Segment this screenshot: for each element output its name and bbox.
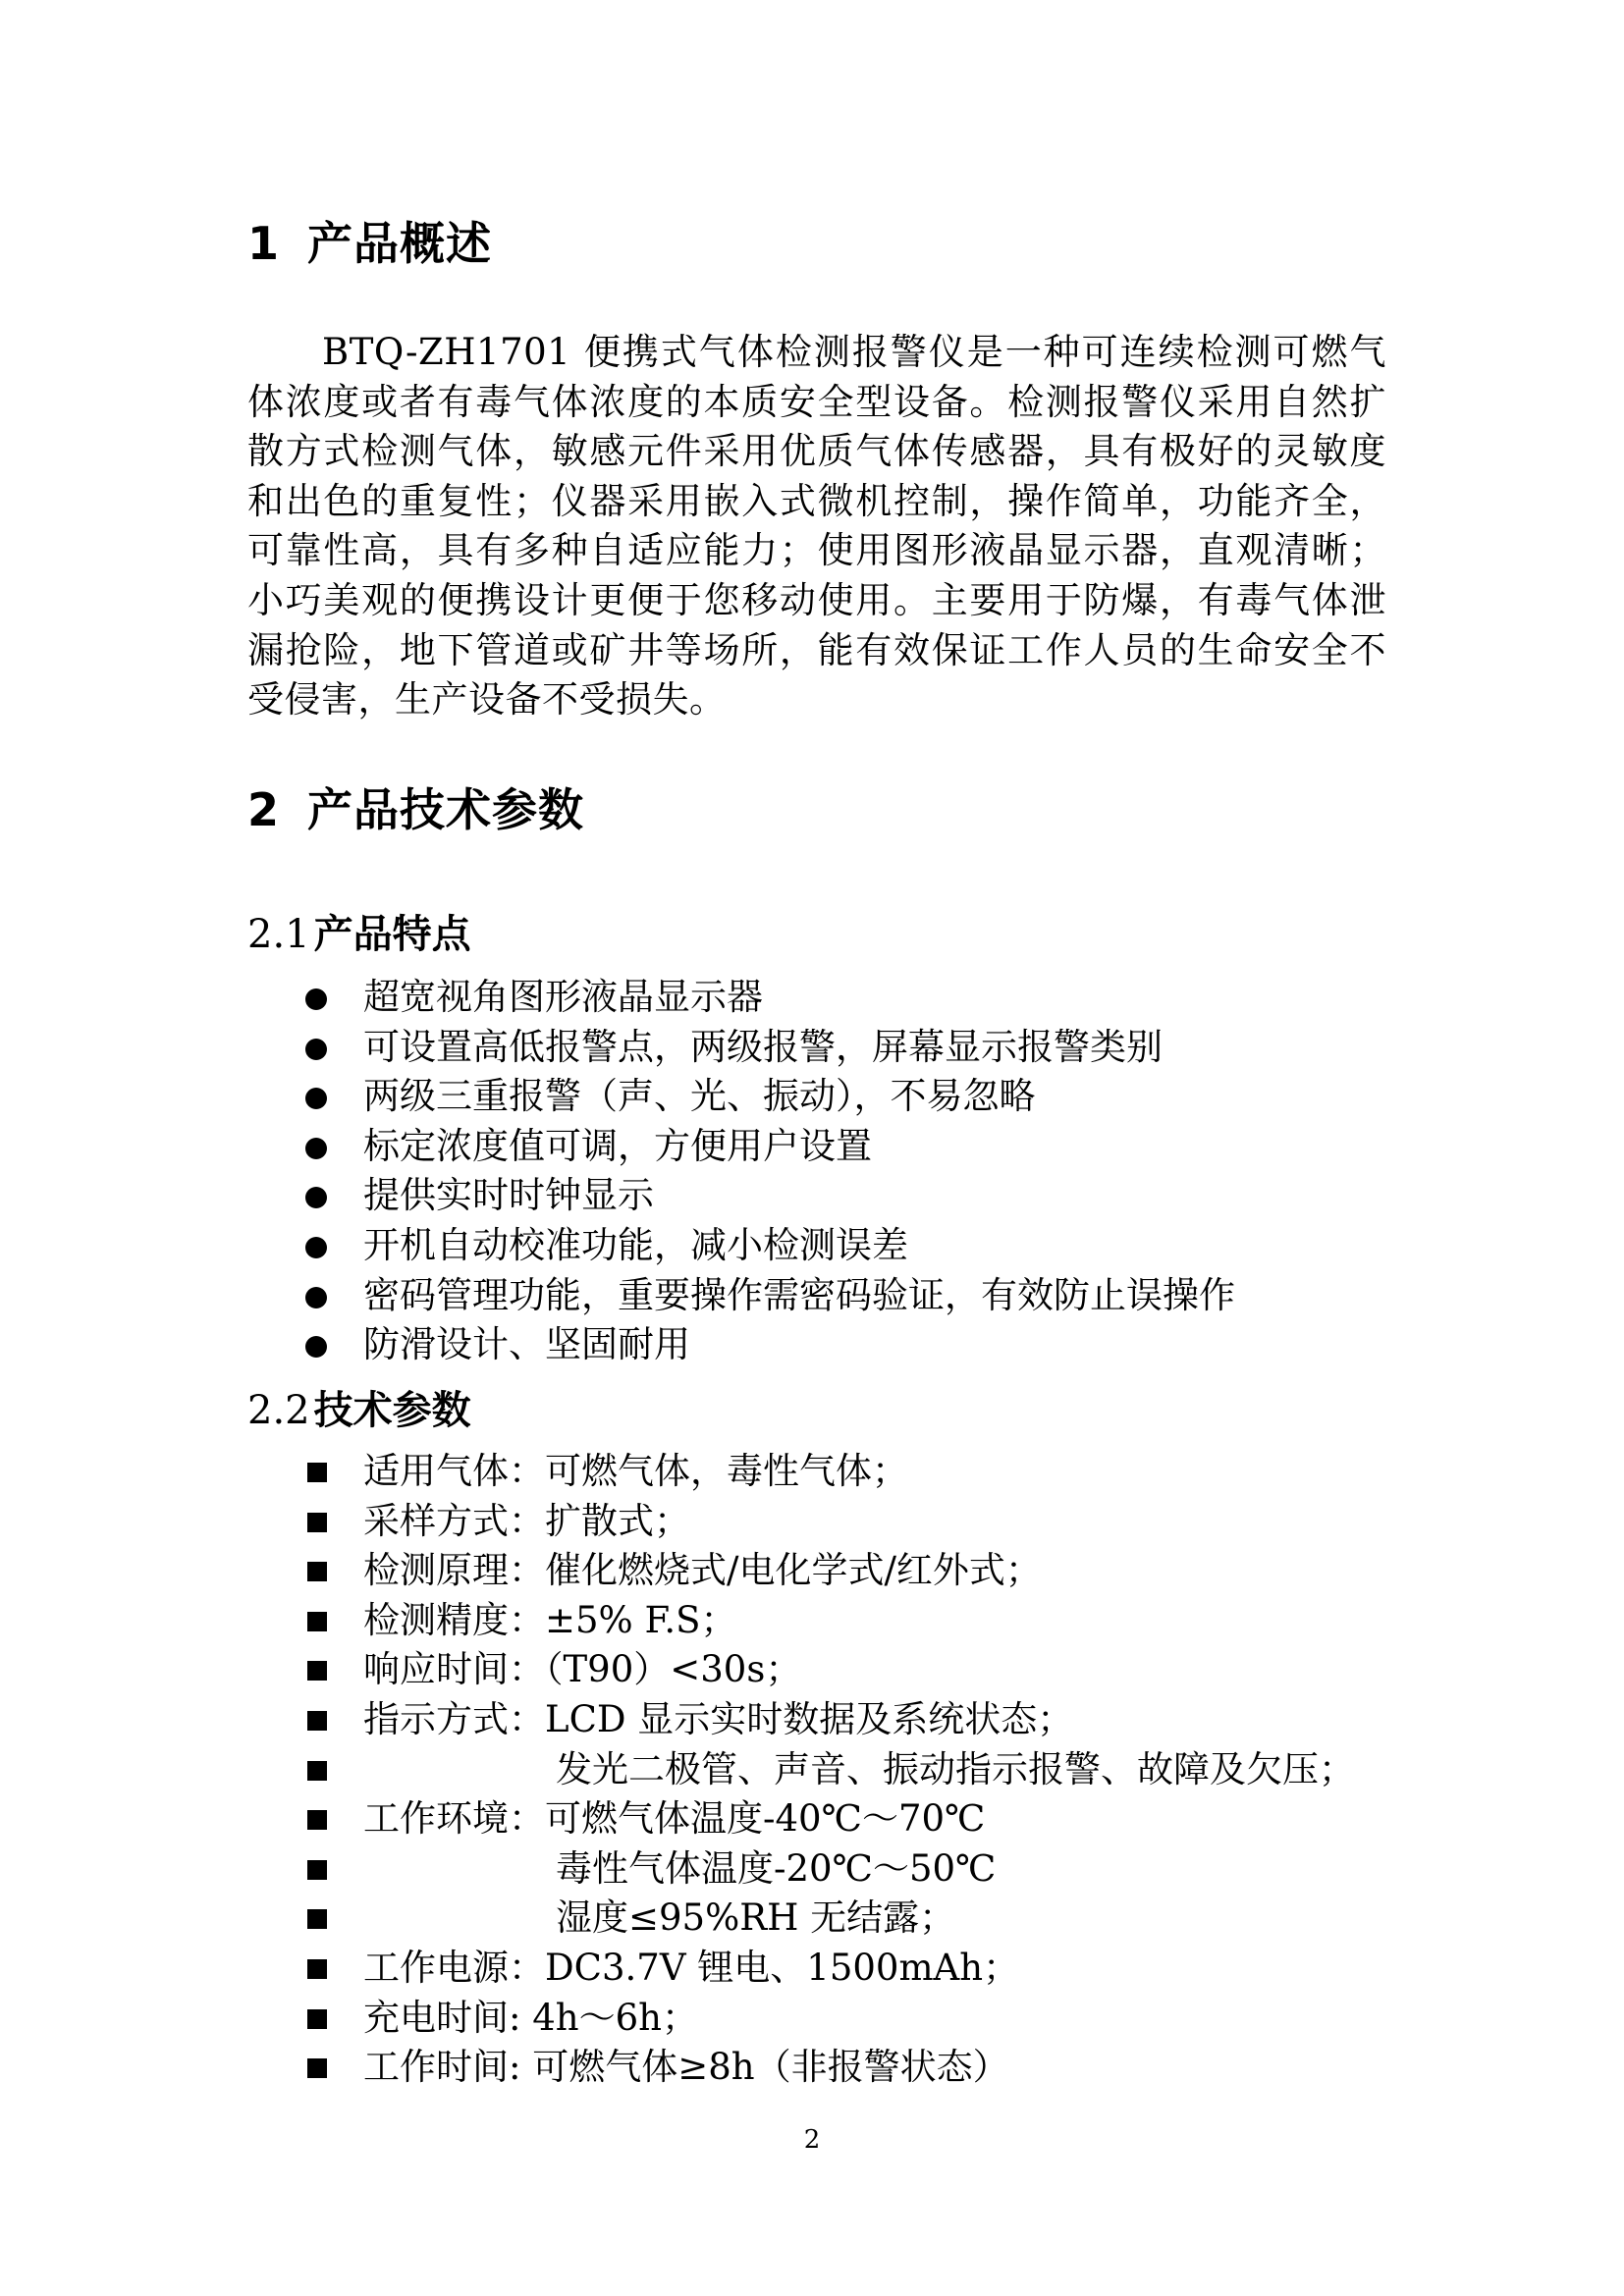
bullet-square-icon — [302, 2043, 330, 2093]
document-page: 1 产品概述 BTQ-ZH1701 便携式气体检测报警仪是一种可连续检测可燃气体浓度或者有毒气体浓度的本质安全型设备。检测报警仪采用自然扩散方式检测气体，敏感元件采用优质气体传感器，具有极好的灵敏度和出色的重复性；仪器采用嵌入式微机控制，操作简单，功能齐全，可靠性高，具有多种自适应能力；使用图形液晶显示器，直观清晰；小巧美观的便携设计更便于您移动使用。主要用于防爆，有毒气体泄漏抢险，地下管道或矿井等场所，能有效保证工作人员的生命安全不受侵害，生产设备不受损失。 2 产品技术参数 2.1 产品特点 超宽视角图形液晶显示器 可设置高低报警点，两级报警，屏幕显示报警类别 两级三重报警（声、光、振动），不易忽略 标定浓度值可调，方便用户设置 提供实时时钟显示 开机自动校准功能，减小检测误差 密码管理功能，重要操作需密码验证，有效防止误操作 防滑设计、坚固耐用 2.2 技术参数 适用气体：可燃气体，毒性气体； 采样方式：扩散式； 检测原理：催化燃烧式/电化学式/红外式； 检测精度：±5% F.S； 响应时间：（T90）<30s； 指示方式：LCD 显示实时数据及系统状态； 发光二极管、声音、振动指示报警、故障及欠压； 工作环境：可燃气体温度-40℃～70℃ 毒性气体温度-20℃～50℃ 湿度≤95%RH 无结露； 工作电源：DC3.7V 锂电、1500mAh； 充电时间: 4h～6h； 工作时间: 可燃气体≥8h（非报警状态） 2 — [0, 0, 1624, 2296]
page-number: 2 — [803, 2125, 821, 2155]
bullet-dot-icon — [302, 1023, 330, 1073]
subsection-title: 技术参数 — [313, 1388, 471, 1433]
section-title: 产品概述 — [307, 217, 493, 270]
bullet-square-icon — [302, 1645, 330, 1695]
section-title: 产品技术参数 — [307, 783, 585, 836]
section-number: 1 — [247, 217, 281, 270]
subsection-number: 2.2 — [247, 1388, 310, 1433]
section-2-1-heading — [247, 909, 471, 960]
bullet-dot-icon — [302, 1320, 330, 1370]
bullet-square-icon — [302, 1447, 330, 1497]
section-2-heading — [247, 780, 584, 839]
bullet-dot-icon — [302, 1271, 330, 1321]
bullet-square-icon — [302, 1695, 330, 1745]
bullet-square-icon — [302, 1546, 330, 1596]
bullet-dot-icon — [302, 1221, 330, 1271]
bullet-square-icon — [302, 1994, 330, 2044]
subsection-number: 2.1 — [247, 912, 310, 957]
bullet-dot-icon — [302, 1122, 330, 1172]
bullet-square-icon — [302, 1944, 330, 1994]
bullet-square-icon — [302, 1745, 330, 1795]
bullet-square-icon — [302, 1894, 330, 1944]
overview-paragraph: BTQ-ZH1701 便携式气体检测报警仪是一种可连续检测可燃气体浓度或者有毒气体浓度的本质安全型设备。检测报警仪采用自然扩散方式检测气体，敏感元件采用优质气体传感器，具有极好的灵敏度和出色的重复性；仪器采用嵌入式微机控制，操作简单，功能齐全，可靠性高，具有多种自适应能力；使用图形液晶显示器，直观清晰；小巧美观的便携设计更便于您移动使用。主要用于防爆，有毒气体泄漏抢险，地下管道或矿井等场所，能有效保证工作人员的生命安全不受侵害，生产设备不受损失。 — [247, 331, 1386, 721]
bullet-dot-icon — [302, 1072, 330, 1122]
section-2-2-heading — [247, 1385, 471, 1436]
subsection-title: 产品特点 — [313, 912, 471, 957]
section-1-heading — [247, 214, 492, 273]
bullet-square-icon — [302, 1794, 330, 1844]
bullet-dot-icon — [302, 973, 330, 1023]
bullet-square-icon — [302, 1596, 330, 1646]
bullet-square-icon — [302, 1497, 330, 1547]
bullet-dot-icon — [302, 1171, 330, 1221]
bullet-square-icon — [302, 1844, 330, 1895]
section-number: 2 — [247, 783, 281, 836]
